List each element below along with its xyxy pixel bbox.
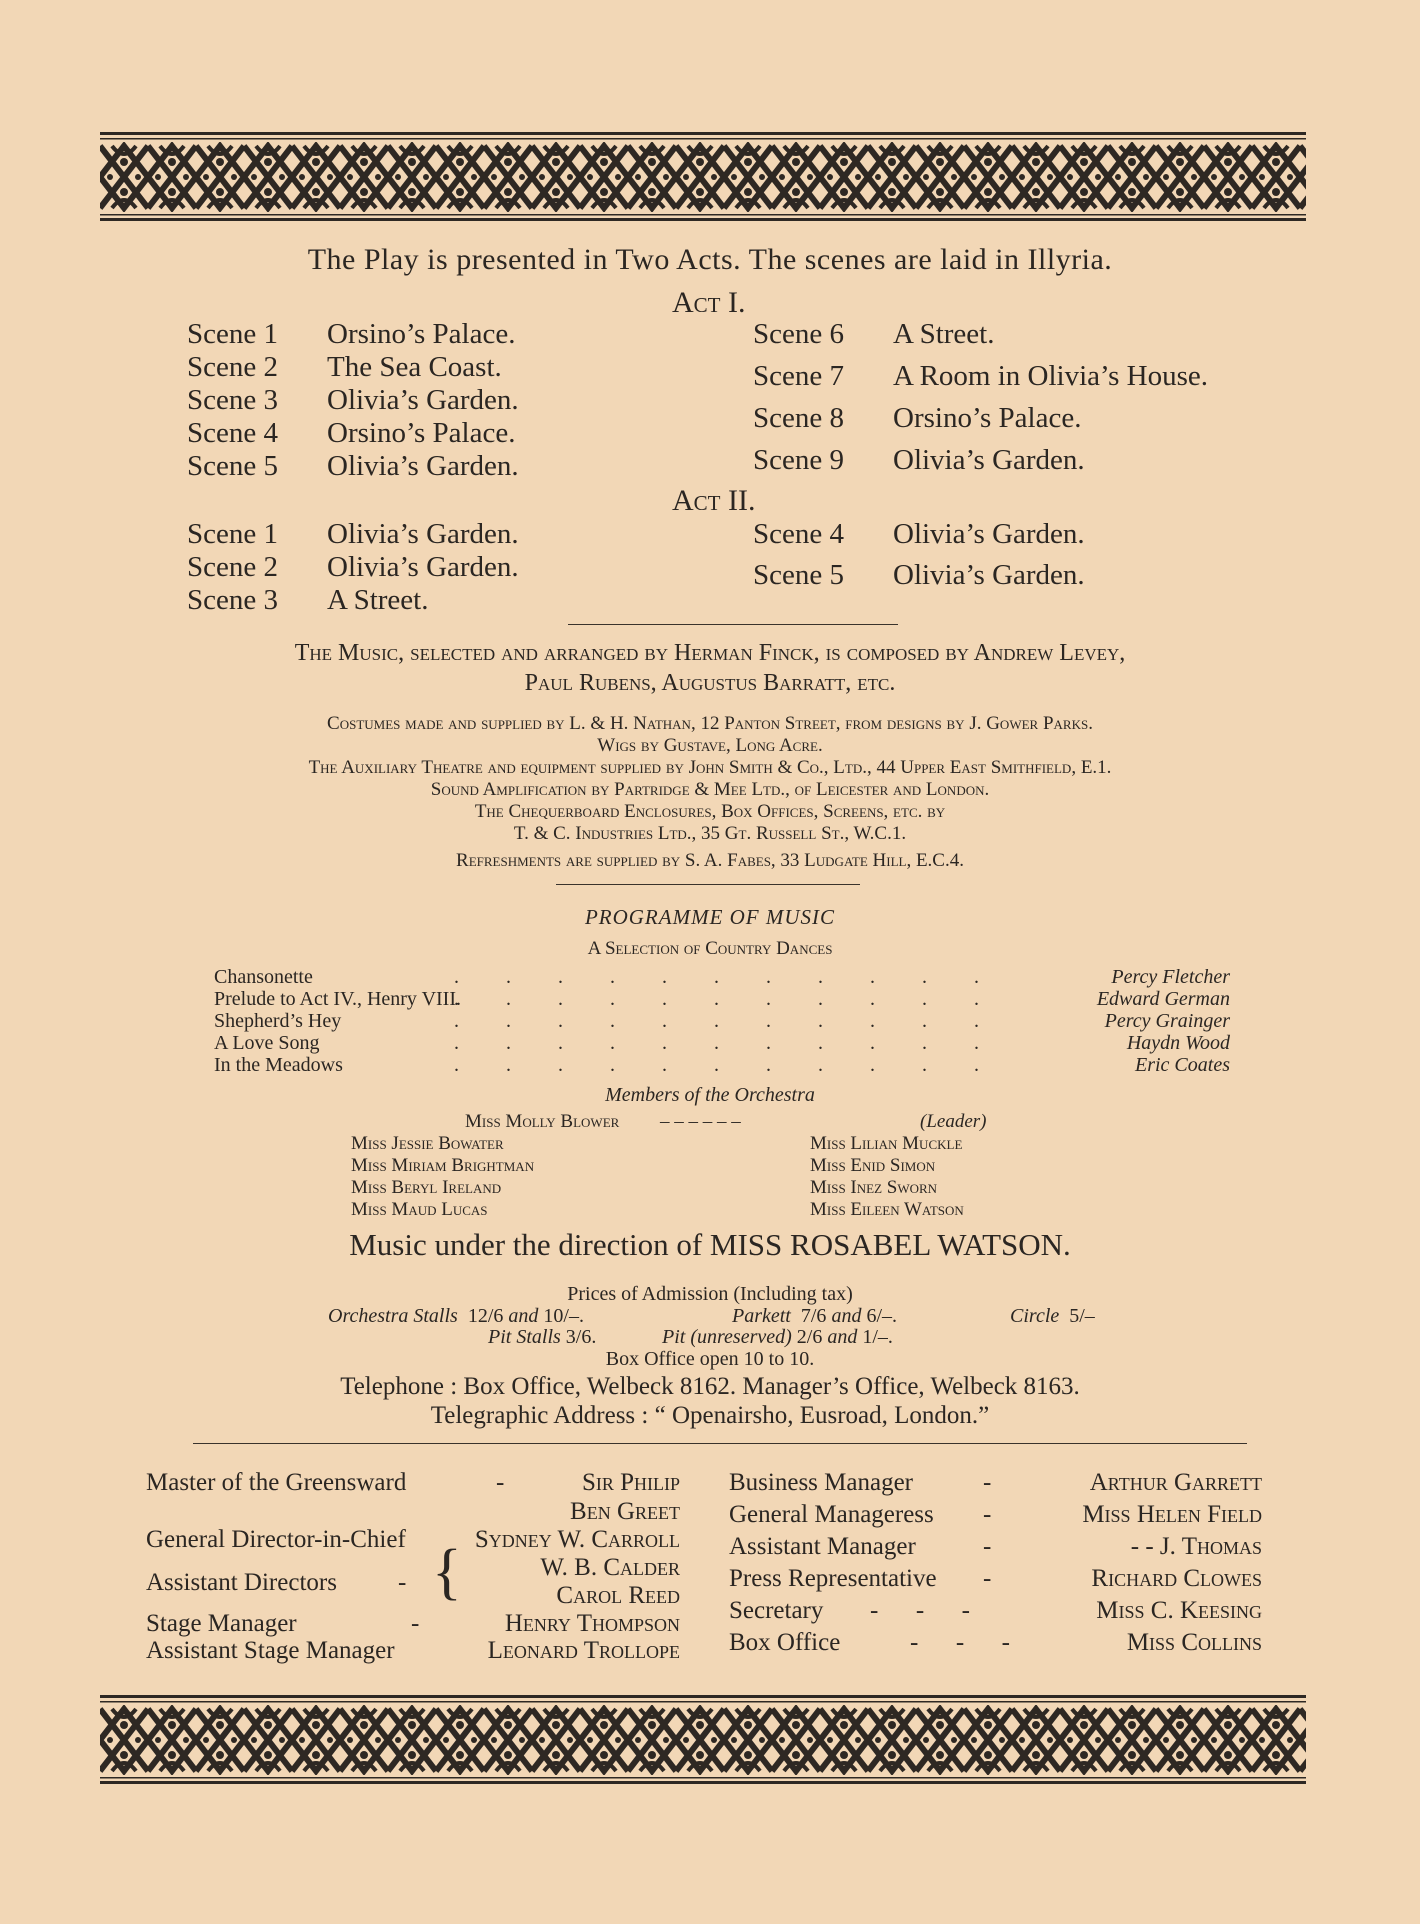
price-line bbox=[1010, 1305, 1095, 1328]
divider bbox=[193, 1443, 1247, 1444]
production-credit: Costumes made and supplied by L. & H. Nathan, 12 Panton Street, from designs by J. Gower Parks. bbox=[327, 713, 1093, 734]
price-line bbox=[488, 1326, 596, 1349]
music-composer: Haydn Wood bbox=[1126, 1032, 1230, 1054]
music-item bbox=[214, 988, 1230, 1010]
staff-dash: - bbox=[398, 1569, 407, 1596]
staff-dash: - bbox=[983, 1501, 992, 1528]
orchestra-member: Miss Miriam Brightman bbox=[351, 1155, 535, 1176]
scene-place: A Room in Olivia’s House. bbox=[893, 360, 1208, 392]
intro-line: The Play is presented in Two Acts. The scenes are laid in Illyria. bbox=[307, 243, 1113, 276]
price-value: 5/– bbox=[1069, 1305, 1095, 1327]
production-credit: The Auxiliary Theatre and equipment supplied by John Smith & Co., Ltd., 44 Upper East Smithfield, E.1. bbox=[308, 757, 1112, 778]
price-value: 3/6. bbox=[565, 1326, 597, 1348]
production-credit: Sound Amplification by Partridge & Mee Ltd., of Leicester and London. bbox=[430, 779, 990, 800]
scene-place: Olivia’s Garden. bbox=[893, 518, 1085, 550]
scene-place: Orsino’s Palace. bbox=[893, 402, 1082, 434]
act-heading: Act I. bbox=[672, 286, 746, 319]
scene-label: Scene 7 bbox=[753, 360, 844, 392]
scene-label: Scene 6 bbox=[753, 318, 844, 350]
orchestra-member: Miss Enid Simon bbox=[810, 1155, 936, 1176]
scene-place: Olivia’s Garden. bbox=[327, 450, 519, 482]
music-credit-line: Paul Rubens, Augustus Barratt, etc. bbox=[524, 670, 896, 696]
divider bbox=[556, 884, 860, 885]
price-value: 2/6 bbox=[796, 1326, 823, 1348]
scene-place: A Street. bbox=[327, 584, 429, 616]
music-item bbox=[214, 1032, 1230, 1054]
price-label: Parkett bbox=[732, 1305, 791, 1327]
music-title: Prelude to Act IV., Henry VIII. bbox=[214, 988, 461, 1010]
scene-place: Olivia’s Garden. bbox=[327, 518, 519, 550]
production-credit: The Chequerboard Enclosures, Box Offices, Screens, etc. by bbox=[474, 801, 946, 822]
scene-place: Orsino’s Palace. bbox=[327, 417, 516, 449]
staff-name: Miss C. Keesing bbox=[1096, 1597, 1262, 1624]
orchestra-member: Miss Lilian Muckle bbox=[810, 1133, 963, 1154]
staff-role: Stage Manager bbox=[146, 1610, 297, 1637]
scene-row bbox=[753, 360, 1208, 393]
orchestra-member: Miss Inez Sworn bbox=[810, 1177, 938, 1198]
scene-label: Scene 5 bbox=[187, 450, 278, 482]
music-composer: Eric Coates bbox=[1135, 1054, 1230, 1076]
ornamental-border-bottom bbox=[100, 1695, 1306, 1785]
programme-subtitle: A Selection of Country Dances bbox=[587, 938, 833, 959]
staff-role: Assistant Manager bbox=[729, 1533, 916, 1560]
music-credit-line: The Music, selected and arranged by Herman Finck, is composed by Andrew Levey, bbox=[294, 640, 1126, 666]
staff-dash: - bbox=[983, 1565, 992, 1592]
staff-role: Assistant Stage Manager bbox=[146, 1637, 395, 1664]
music-title: In the Meadows bbox=[214, 1054, 343, 1076]
price-value: 10/–. bbox=[543, 1305, 584, 1327]
prices-heading: Prices of Admission (Including tax) bbox=[567, 1283, 853, 1305]
staff-name: Henry Thompson bbox=[504, 1610, 680, 1637]
scene-label: Scene 5 bbox=[753, 559, 844, 591]
scene-label: Scene 3 bbox=[187, 384, 278, 416]
scene-label: Scene 4 bbox=[753, 518, 844, 550]
scene-label: Scene 1 bbox=[187, 518, 278, 550]
staff-name: Arthur Garrett bbox=[1089, 1469, 1262, 1496]
staff-role: General Manageress bbox=[729, 1501, 934, 1528]
orchestra-member: Miss Maud Lucas bbox=[351, 1199, 488, 1220]
music-composer: Edward German bbox=[1096, 988, 1230, 1010]
price-value: 1/–. bbox=[862, 1326, 893, 1348]
brace-icon: { bbox=[432, 1538, 462, 1606]
price-value: 6/–. bbox=[866, 1305, 897, 1327]
scene-place: Olivia’s Garden. bbox=[327, 384, 519, 416]
orchestra-member: Miss Eileen Watson bbox=[810, 1199, 964, 1220]
scene-place: The Sea Coast. bbox=[327, 351, 502, 383]
leader-dots: ........... bbox=[454, 988, 1026, 1010]
price-note: (unreserved) bbox=[690, 1326, 792, 1348]
price-line bbox=[732, 1305, 897, 1328]
leader-name: Miss Molly Blower bbox=[465, 1111, 620, 1132]
scene-row bbox=[187, 384, 519, 417]
staff-name: Miss Helen Field bbox=[1082, 1501, 1262, 1528]
scene-label: Scene 2 bbox=[187, 551, 278, 583]
scene-label: Scene 1 bbox=[187, 318, 278, 350]
act-heading: Act II. bbox=[672, 484, 756, 517]
scene-place: A Street. bbox=[893, 318, 995, 350]
production-credit: Refreshments are supplied by S. A. Fabes, 33 Ludgate Hill, E.C.4. bbox=[456, 850, 964, 871]
price-and: and bbox=[508, 1305, 539, 1327]
scene-place: Olivia’s Garden. bbox=[327, 551, 519, 583]
telegraphic-address: Telegraphic Address : “ Openairsho, Eusroad, London.” bbox=[430, 1402, 990, 1429]
staff-role: Assistant Directors bbox=[146, 1569, 337, 1596]
scene-place: Olivia’s Garden. bbox=[893, 559, 1085, 591]
price-value: 7/6 bbox=[800, 1305, 827, 1327]
scene-row bbox=[187, 450, 519, 483]
price-line bbox=[328, 1305, 584, 1328]
music-direction: Music under the direction of MISS ROSABEL WATSON. bbox=[349, 1227, 1071, 1262]
staff-name: Carol Reed bbox=[556, 1582, 680, 1609]
scene-row bbox=[187, 417, 515, 450]
leader-dots: ........... bbox=[454, 1032, 1026, 1054]
scene-row bbox=[187, 584, 429, 617]
staff-name: Richard Clowes bbox=[1091, 1565, 1262, 1592]
scene-label: Scene 3 bbox=[187, 584, 278, 616]
staff-dash: - bbox=[411, 1610, 420, 1637]
music-title: Chansonette bbox=[214, 966, 313, 988]
staff-role: General Director-in-Chief bbox=[146, 1526, 406, 1553]
price-label: Pit bbox=[662, 1326, 686, 1348]
staff-role: Box Office bbox=[729, 1629, 841, 1656]
staff-role: Press Representative bbox=[729, 1565, 937, 1592]
music-composer: Percy Fletcher bbox=[1111, 966, 1230, 988]
staff-role: Business Manager bbox=[729, 1469, 913, 1496]
scene-row bbox=[753, 318, 995, 351]
music-title: Shepherd’s Hey bbox=[214, 1010, 342, 1032]
staff-role: Secretary bbox=[729, 1597, 824, 1624]
music-item bbox=[214, 966, 1230, 988]
staff-name: W. B. Calder bbox=[540, 1554, 680, 1581]
leader-dots: ........... bbox=[454, 1054, 1026, 1076]
scene-row bbox=[187, 551, 519, 584]
staff-name: Leonard Trollope bbox=[487, 1637, 680, 1664]
music-item bbox=[214, 1054, 1230, 1076]
leader-dashes: – – – – – – bbox=[660, 1111, 741, 1132]
box-office-hours: Box Office open 10 to 10. bbox=[605, 1348, 815, 1370]
leader-dots: ........... bbox=[454, 1010, 1026, 1032]
scene-place: Orsino’s Palace. bbox=[327, 318, 516, 350]
scene-label: Scene 2 bbox=[187, 351, 278, 383]
divider bbox=[568, 624, 898, 625]
scene-label: Scene 4 bbox=[187, 417, 278, 449]
staff-name: Sydney W. Carroll bbox=[474, 1526, 680, 1553]
price-value: 12/6 bbox=[467, 1305, 504, 1327]
staff-dash: - bbox=[496, 1469, 505, 1496]
scene-row bbox=[187, 318, 515, 351]
orchestra-heading: Members of the Orchestra bbox=[605, 1084, 815, 1106]
orchestra-member: Miss Jessie Bowater bbox=[351, 1133, 504, 1154]
orchestra-member: Miss Beryl Ireland bbox=[351, 1177, 502, 1198]
scene-row bbox=[187, 518, 519, 551]
staff-dash: - bbox=[983, 1469, 992, 1496]
music-item bbox=[214, 1010, 1230, 1032]
scene-row bbox=[753, 402, 1081, 435]
staff-role: Master of the Greensward bbox=[146, 1469, 407, 1496]
staff-name: Ben Greet bbox=[570, 1498, 680, 1525]
staff-dash: - - - bbox=[870, 1597, 970, 1624]
music-composer: Percy Grainger bbox=[1104, 1010, 1230, 1032]
staff-name: Sir Philip bbox=[581, 1469, 680, 1496]
scene-row bbox=[753, 444, 1085, 477]
price-label: Orchestra Stalls bbox=[328, 1305, 458, 1327]
price-label: Circle bbox=[1010, 1305, 1060, 1327]
leader-dots: ........... bbox=[454, 966, 1026, 988]
production-credit: Wigs by Gustave, Long Acre. bbox=[597, 735, 823, 756]
scene-row bbox=[753, 559, 1085, 592]
ornamental-border-top bbox=[100, 132, 1306, 222]
staff-dash: - - - bbox=[910, 1629, 1010, 1656]
programme-title: PROGRAMME OF MUSIC bbox=[584, 905, 836, 929]
production-credit: T. & C. Industries Ltd., 35 Gt. Russell St., W.C.1. bbox=[513, 823, 907, 844]
price-and: and bbox=[831, 1305, 862, 1327]
price-and: and bbox=[827, 1326, 858, 1348]
scene-label: Scene 9 bbox=[753, 444, 844, 476]
scene-label: Scene 8 bbox=[753, 402, 844, 434]
price-label: Pit Stalls bbox=[488, 1326, 561, 1348]
scene-row bbox=[753, 518, 1085, 551]
scene-row bbox=[187, 351, 502, 384]
telephone-line: Telephone : Box Office, Welbeck 8162. Manager’s Office, Welbeck 8163. bbox=[340, 1373, 1080, 1400]
scene-place: Olivia’s Garden. bbox=[893, 444, 1085, 476]
staff-name: - - J. Thomas bbox=[1130, 1533, 1262, 1560]
price-line bbox=[662, 1326, 893, 1349]
music-title: A Love Song bbox=[214, 1032, 320, 1054]
leader-role: (Leader) bbox=[920, 1111, 987, 1132]
staff-dash: - bbox=[983, 1533, 992, 1560]
staff-name: Miss Collins bbox=[1126, 1629, 1262, 1656]
